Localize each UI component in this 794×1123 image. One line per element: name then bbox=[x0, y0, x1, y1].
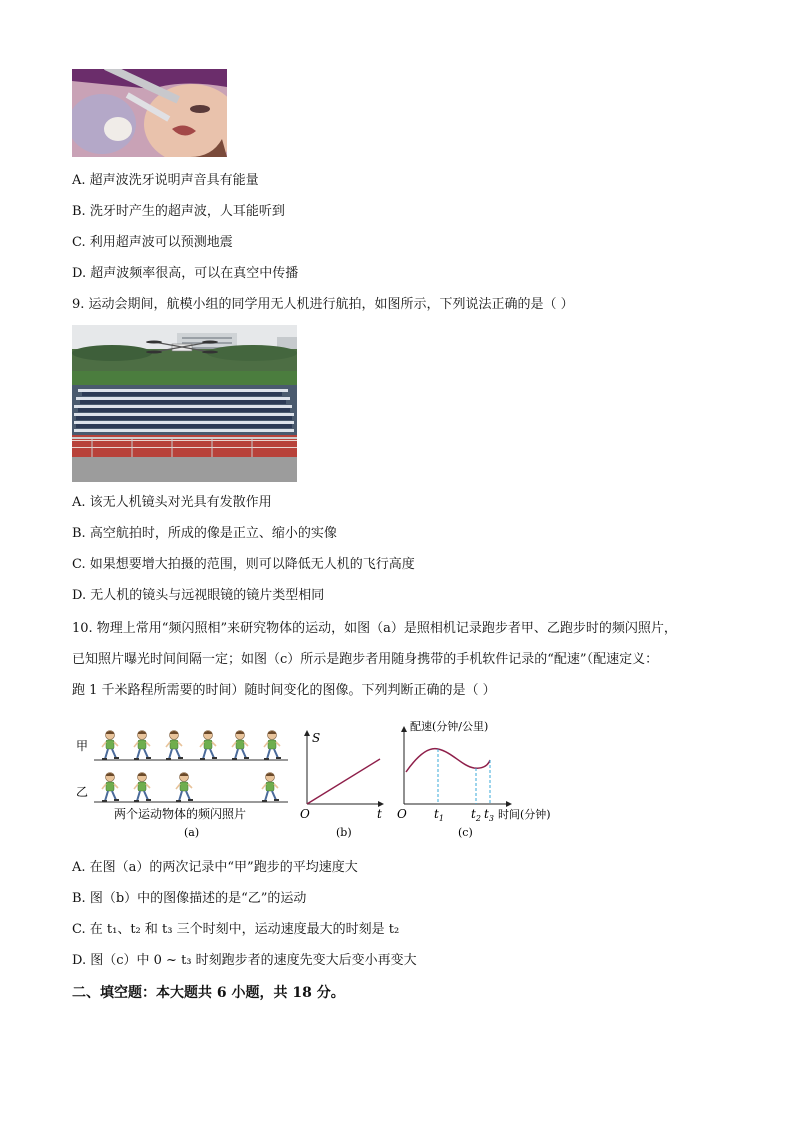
q10-option-c: C. 在 t₁、t₂ 和 t₃ 三个时刻中，运动速度最大的时刻是 t₂ bbox=[72, 922, 400, 937]
row-label-yi: 乙 bbox=[76, 785, 89, 799]
q9-option-d: D. 无人机的镜头与远视眼镜的镜片类型相同 bbox=[72, 588, 325, 603]
row-label-jia: 甲 bbox=[76, 739, 89, 753]
runner-figure bbox=[264, 731, 281, 761]
graph-b-x-label: t bbox=[377, 807, 382, 821]
graph-b bbox=[300, 730, 384, 839]
graph-c-origin: O bbox=[397, 807, 407, 821]
runner-figure bbox=[176, 773, 193, 803]
q8-option-b: B. 洗牙时产生的超声波，人耳能听到 bbox=[72, 204, 285, 219]
graph-c-t2: $t_2$ bbox=[471, 807, 481, 823]
caption-c: (c) bbox=[458, 826, 473, 839]
q10-stem-line-2: 已知照片曝光时间间隔一定；如图（c）所示是跑步者用随身携带的手机软件记录的“配速”（配速定义： bbox=[72, 652, 659, 667]
q10-stem-line-1: 10. 物理上常用“频闪照相”来研究物体的运动，如图（a）是照相机记录跑步者甲、乙跑步时的频闪照片， bbox=[72, 621, 677, 636]
runners-yi bbox=[102, 773, 279, 803]
graph-c-x-arrow bbox=[506, 801, 512, 807]
runner-figure bbox=[102, 731, 119, 761]
runner-figure bbox=[200, 731, 217, 761]
q8-option-d: D. 超声波频率很高，可以在真空中传播 bbox=[72, 266, 299, 281]
q9-option-b: B. 高空航拍时，所成的像是正立、缩小的实像 bbox=[72, 526, 337, 541]
section-heading: 二、填空题：本大题共 6 小题，共 18 分。 bbox=[72, 985, 345, 1001]
graph-c-x-label: 时间(分钟) bbox=[498, 808, 551, 821]
graph-c-y-label: 配速(分钟/公里) bbox=[410, 720, 489, 733]
runners-jia bbox=[102, 731, 281, 761]
graph-c bbox=[397, 719, 551, 839]
graph-b-origin: O bbox=[300, 807, 310, 821]
caption-a: (a) bbox=[184, 826, 200, 839]
strip-caption: 两个运动物体的频闪照片 bbox=[114, 807, 247, 821]
q9-option-a: A. 该无人机镜头对光具有发散作用 bbox=[72, 495, 272, 510]
q9-option-c: C. 如果想要增大拍摄的范围，则可以降低无人机的飞行高度 bbox=[72, 557, 415, 572]
graph-c-y-arrow bbox=[401, 726, 407, 732]
drone-stadium-photo bbox=[72, 325, 297, 482]
runner-figure bbox=[102, 773, 119, 803]
caption-b: (b) bbox=[336, 826, 352, 839]
graph-c-t1: $t_1$ bbox=[434, 807, 444, 823]
q8-option-c: C. 利用超声波可以预测地震 bbox=[72, 235, 233, 250]
q10-option-d: D. 图（c）中 0 ~ t₃ 时刻跑步者的速度先变大后变小再变大 bbox=[72, 953, 417, 968]
runner-figure bbox=[232, 731, 249, 761]
q10-option-a: A. 在图（a）的两次记录中“甲”跑步的平均速度大 bbox=[72, 860, 358, 875]
graph-b-y-label: S bbox=[312, 731, 321, 745]
q10-option-b: B. 图（b）中的图像描述的是“乙”的运动 bbox=[72, 891, 307, 906]
graph-c-curve bbox=[406, 749, 490, 772]
graph-b-y-arrow bbox=[304, 730, 310, 736]
q10-figure bbox=[70, 714, 570, 844]
runner-figure bbox=[166, 731, 183, 761]
graph-b-line bbox=[307, 759, 380, 804]
q10-stem-line-3: 跑 1 千米路程所需要的时间）随时间变化的图像。下列判断正确的是（ ） bbox=[72, 683, 496, 698]
q8-option-a: A. 超声波洗牙说明声音具有能量 bbox=[72, 173, 259, 188]
runner-figure bbox=[262, 773, 279, 803]
graph-c-t3: $t_3$ bbox=[484, 807, 494, 823]
runner-figure bbox=[134, 773, 151, 803]
ultrasonic-cleaning-photo bbox=[72, 69, 227, 157]
q9-stem: 9. 运动会期间，航模小组的同学用无人机进行航拍，如图所示，下列说法正确的是（ ） bbox=[72, 297, 574, 312]
runner-figure bbox=[134, 731, 151, 761]
